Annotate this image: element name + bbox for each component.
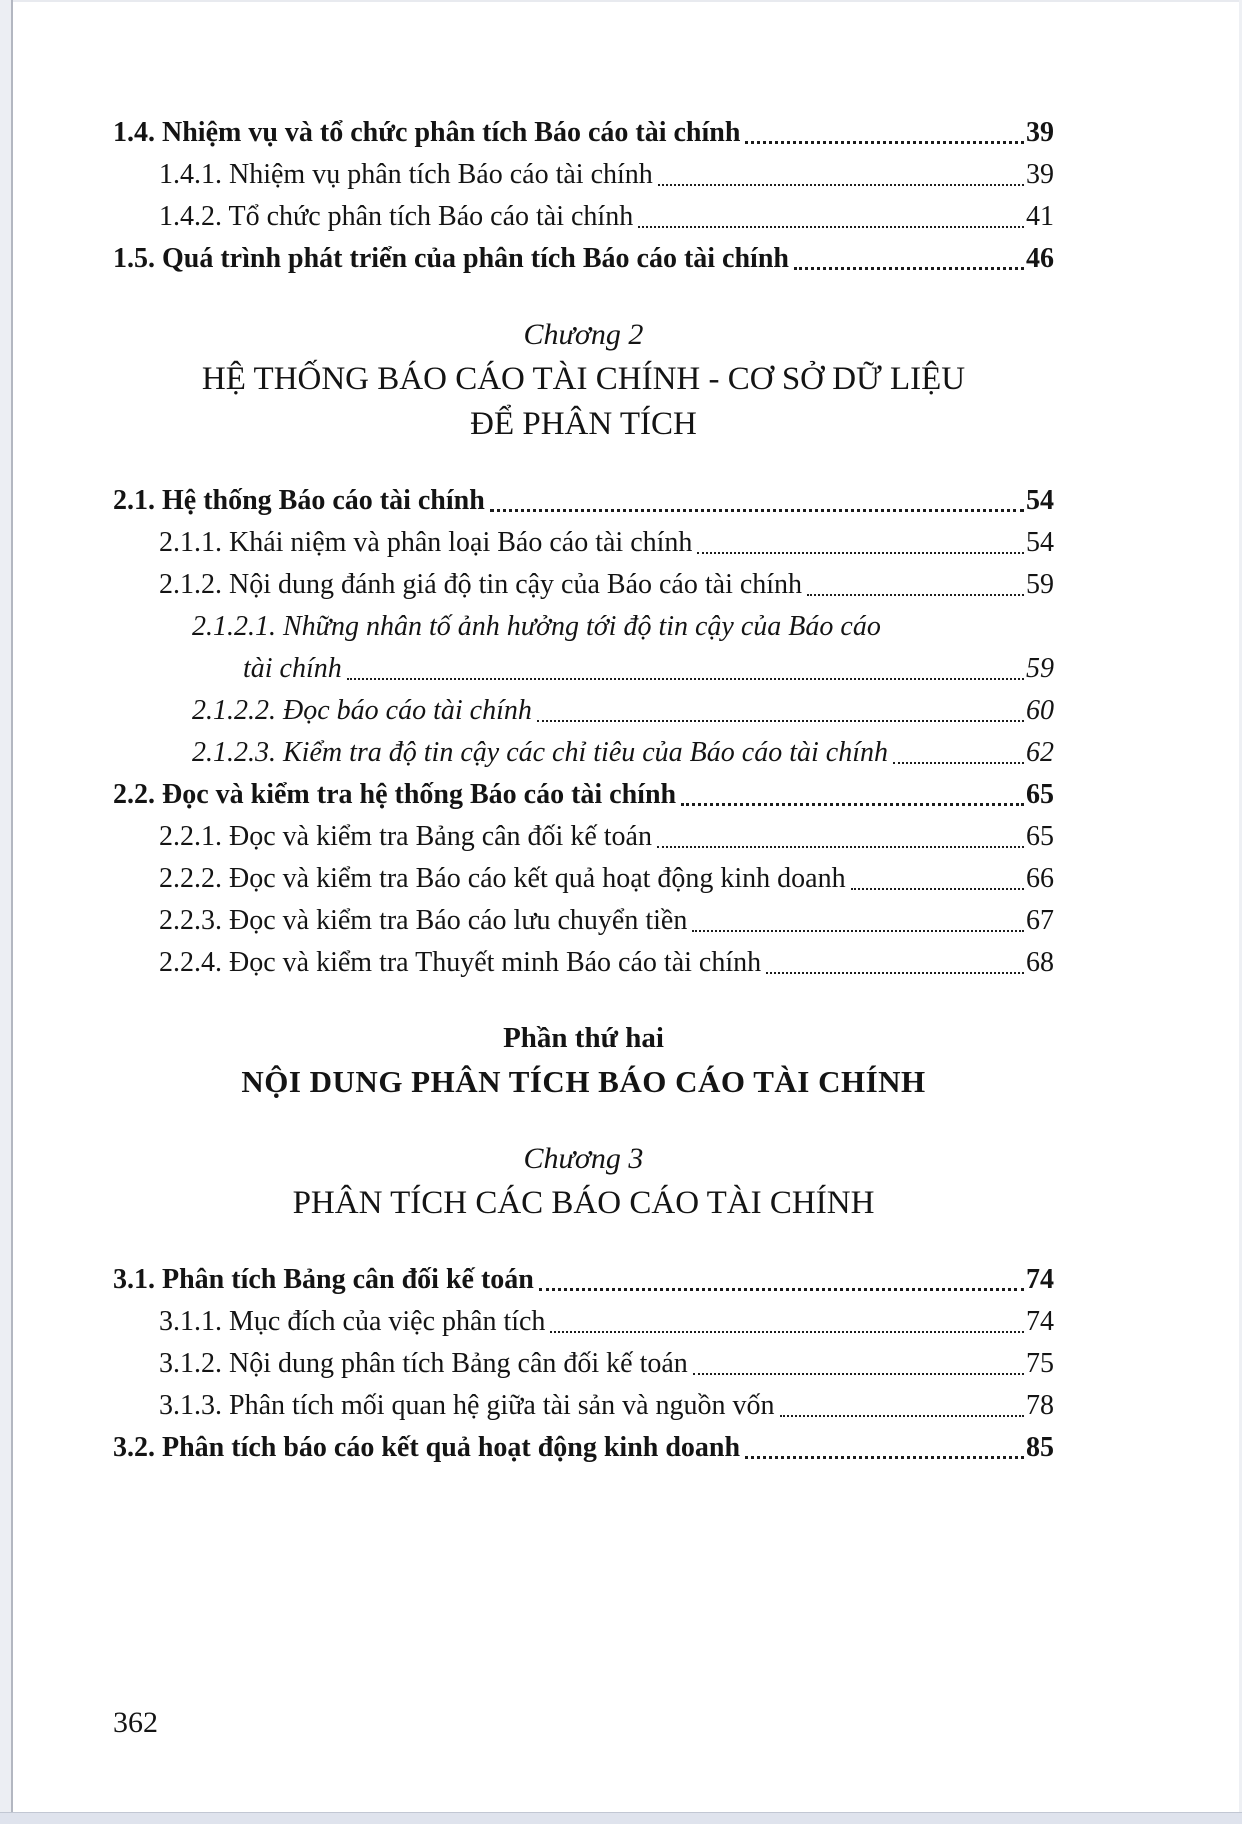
toc-entry-title-continued: tài chính	[243, 653, 342, 684]
toc-entry	[113, 154, 1054, 196]
toc-entry-title: 2.2.3. Đọc và kiểm tra Báo cáo lưu chuyển tiền	[159, 905, 688, 936]
toc-entry-page: 59	[1026, 653, 1054, 684]
toc-entry-title: 3.1. Phân tích Bảng cân đối kế toán	[113, 1264, 534, 1295]
toc-entry-title: 2.2.2. Đọc và kiểm tra Báo cáo kết quả hoạt động kinh doanh	[159, 863, 846, 894]
toc-entry-page: 74	[1026, 1306, 1054, 1337]
scan-edge-left	[0, 0, 13, 1824]
dot-leader	[490, 509, 1024, 512]
section-heading	[113, 313, 1054, 447]
toc-entry	[113, 1343, 1054, 1385]
toc-entry	[113, 112, 1054, 154]
dot-leader	[697, 552, 1024, 554]
toc-entry-title: 3.2. Phân tích báo cáo kết quả hoạt động kinh doanh	[113, 1432, 741, 1463]
toc-entry-page: 62	[1026, 737, 1054, 768]
dot-leader	[693, 1373, 1024, 1375]
toc-entry-title: 3.1.2. Nội dung phân tích Bảng cân đối kế toán	[159, 1348, 688, 1379]
toc-entry	[113, 1301, 1054, 1343]
dot-leader	[745, 1456, 1024, 1459]
toc-entry-page: 39	[1026, 159, 1054, 190]
scan-edge-bottom	[0, 1812, 1242, 1824]
toc-entry-title: 3.1.1. Mục đích của việc phân tích	[159, 1306, 546, 1337]
toc-entry-page: 59	[1026, 569, 1054, 600]
toc-entry	[113, 732, 1054, 774]
toc-entry-page: 65	[1026, 779, 1054, 810]
heading-line: ĐỂ PHÂN TÍCH	[470, 406, 697, 442]
toc-entry-page: 78	[1026, 1390, 1054, 1421]
toc-entry	[113, 522, 1054, 564]
heading-line: Chương 3	[523, 1142, 644, 1175]
dot-leader	[766, 972, 1024, 974]
dot-leader	[681, 803, 1024, 806]
toc-entry	[113, 480, 1054, 522]
scan-edge-top	[0, 0, 1242, 2]
toc-entry-page: 65	[1026, 821, 1054, 852]
dot-leader	[794, 267, 1024, 270]
toc-entry-page: 54	[1026, 485, 1054, 516]
dot-leader	[537, 720, 1024, 722]
heading-line: PHÂN TÍCH CÁC BÁO CÁO TÀI CHÍNH	[292, 1185, 875, 1221]
dot-leader	[638, 226, 1024, 228]
section-heading	[113, 1137, 1054, 1226]
toc-entry	[113, 858, 1054, 900]
toc-entry	[113, 774, 1054, 816]
toc-entry-title: 2.1.2. Nội dung đánh giá độ tin cậy của Báo cáo tài chính	[159, 569, 803, 600]
toc-entry-title: 1.5. Quá trình phát triển của phân tích Báo cáo tài chính	[113, 243, 789, 274]
toc-entry	[113, 1427, 1054, 1469]
dot-leader	[780, 1415, 1024, 1417]
page-number: 362	[113, 1706, 158, 1739]
toc-entry-page: 41	[1026, 201, 1054, 232]
toc-entry-title: 2.2. Đọc và kiểm tra hệ thống Báo cáo tài chính	[113, 779, 677, 810]
dot-leader	[347, 678, 1024, 680]
toc-entry	[113, 1259, 1054, 1301]
dot-leader	[539, 1288, 1024, 1291]
toc-entry-page: 54	[1026, 527, 1054, 558]
dot-leader	[658, 184, 1024, 186]
heading-line: HỆ THỐNG BÁO CÁO TÀI CHÍNH - CƠ SỞ DỮ LIỆU	[201, 361, 966, 397]
toc-entry-page: 85	[1026, 1432, 1054, 1463]
toc-entry-title: 2.1.2.2. Đọc báo cáo tài chính	[192, 695, 532, 726]
toc-entry-title: 2.1. Hệ thống Báo cáo tài chính	[113, 485, 485, 516]
toc-entry-page: 39	[1026, 117, 1054, 148]
toc-entry-title: 1.4. Nhiệm vụ và tổ chức phân tích Báo cáo tài chính	[113, 117, 741, 148]
toc-entry	[113, 196, 1054, 238]
dot-leader	[851, 888, 1024, 890]
toc-entry	[113, 564, 1054, 606]
heading-line: Chương 2	[523, 318, 644, 351]
toc-entry-continuation	[113, 648, 1054, 690]
toc-entry-title: 1.4.2. Tổ chức phân tích Báo cáo tài chính	[159, 201, 634, 232]
toc-entry-title: 3.1.3. Phân tích mối quan hệ giữa tài sản và nguồn vốn	[159, 1390, 775, 1421]
toc-entry-title: 2.1.1. Khái niệm và phân loại Báo cáo tài chính	[159, 527, 693, 558]
section-heading	[113, 1017, 1054, 1104]
toc-entry	[113, 238, 1054, 280]
toc-entry	[113, 690, 1054, 732]
heading-line: Phần thứ hai	[503, 1022, 664, 1054]
dot-leader	[550, 1331, 1024, 1333]
toc-entry-page: 75	[1026, 1348, 1054, 1379]
toc-entry	[113, 816, 1054, 858]
dot-leader	[807, 594, 1024, 596]
toc-entry-page: 74	[1026, 1264, 1054, 1295]
toc-entry	[113, 900, 1054, 942]
toc-entry-page: 66	[1026, 863, 1054, 894]
table-of-contents	[113, 112, 1054, 1469]
toc-entry	[113, 942, 1054, 984]
heading-line: NỘI DUNG PHÂN TÍCH BÁO CÁO TÀI CHÍNH	[241, 1064, 926, 1099]
toc-entry-page: 67	[1026, 905, 1054, 936]
toc-entry-page: 60	[1026, 695, 1054, 726]
toc-entry-title: 1.4.1. Nhiệm vụ phân tích Báo cáo tài chính	[159, 159, 653, 190]
toc-entry-title: 2.2.4. Đọc và kiểm tra Thuyết minh Báo cáo tài chính	[159, 947, 762, 978]
toc-entry	[113, 606, 1054, 690]
toc-entry-title: 2.1.2.3. Kiểm tra độ tin cậy các chỉ tiêu của Báo cáo tài chính	[192, 737, 888, 768]
dot-leader	[745, 141, 1024, 144]
toc-entry-page: 46	[1026, 243, 1054, 274]
dot-leader	[657, 846, 1024, 848]
toc-entry-title: 2.2.1. Đọc và kiểm tra Bảng cân đối kế toán	[159, 821, 652, 852]
dot-leader	[893, 762, 1024, 764]
toc-entry-title: 2.1.2.1. Những nhân tố ảnh hưởng tới độ tin cậy của Báo cáo	[192, 611, 881, 642]
dot-leader	[692, 930, 1024, 932]
toc-entry	[113, 1385, 1054, 1427]
toc-entry-page: 68	[1026, 947, 1054, 978]
